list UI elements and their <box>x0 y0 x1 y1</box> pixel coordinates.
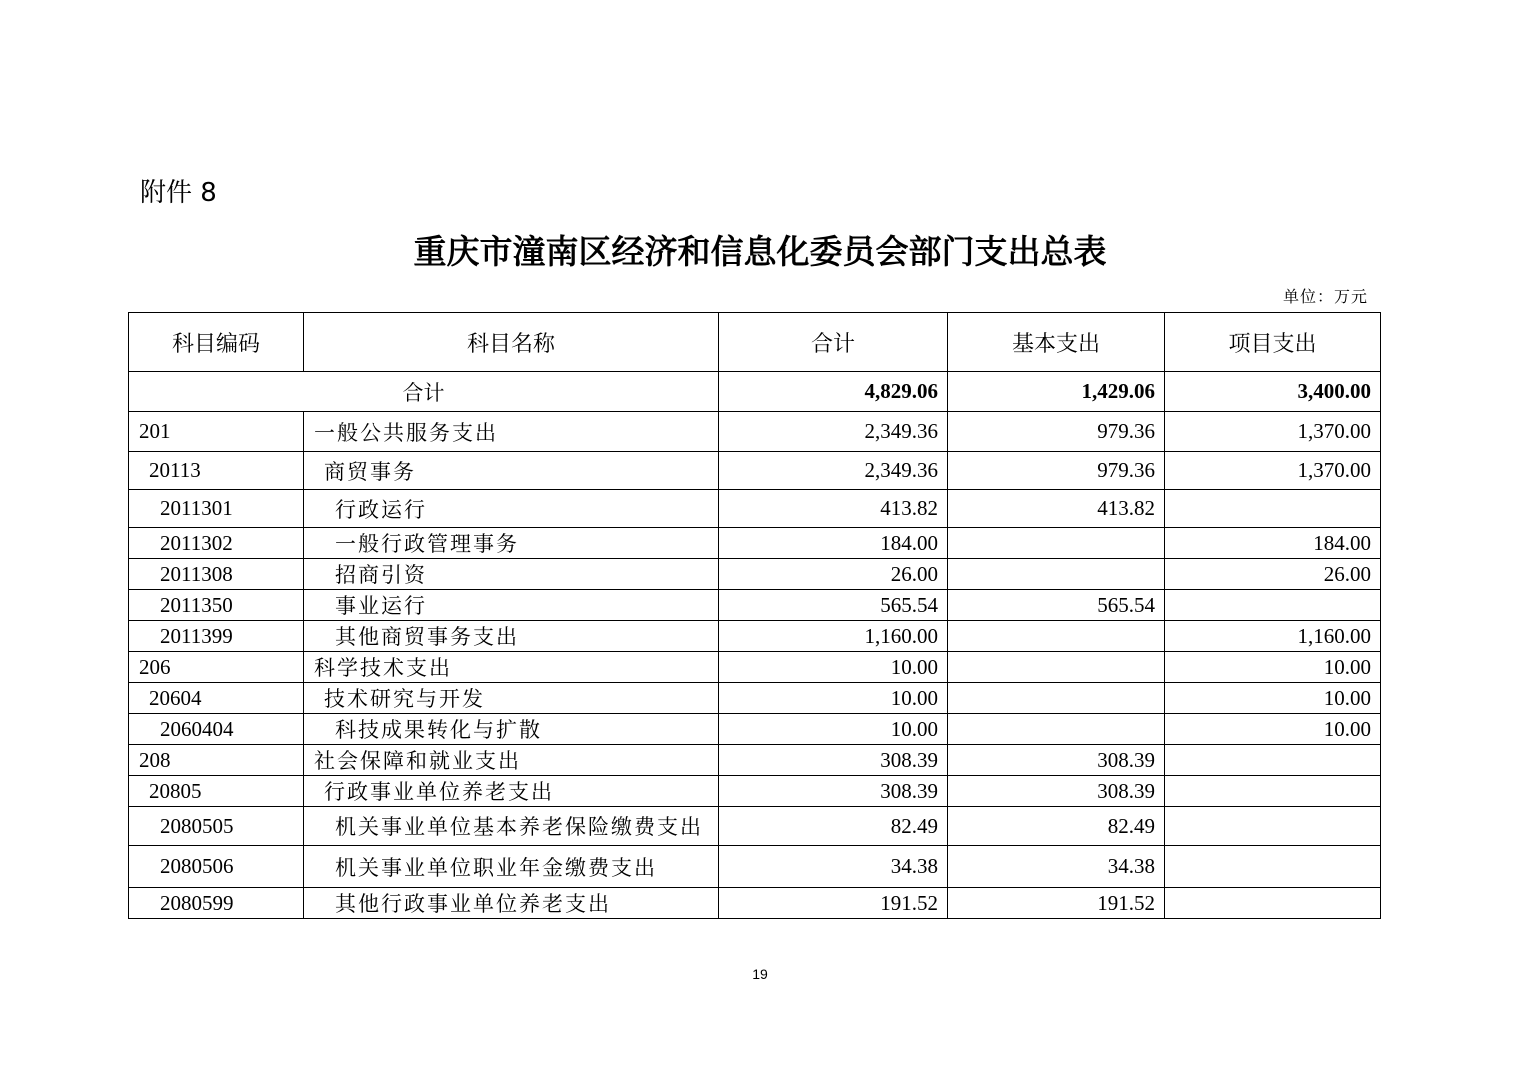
row-basic <box>948 683 1165 714</box>
row-project <box>1165 490 1381 528</box>
row-name: 技术研究与开发 <box>304 683 719 714</box>
row-name: 招商引资 <box>304 559 719 590</box>
row-project <box>1165 807 1381 846</box>
row-total: 34.38 <box>719 846 948 888</box>
row-total: 10.00 <box>719 683 948 714</box>
row-project: 1,160.00 <box>1165 621 1381 652</box>
row-basic: 82.49 <box>948 807 1165 846</box>
table-row <box>129 714 1381 745</box>
table-row <box>129 776 1381 807</box>
attachment-label: 附件 8 <box>140 178 217 208</box>
row-name: 机关事业单位基本养老保险缴费支出 <box>304 807 719 846</box>
row-basic <box>948 714 1165 745</box>
row-name: 事业运行 <box>304 590 719 621</box>
row-code: 20604 <box>129 683 304 714</box>
table-row <box>129 590 1381 621</box>
row-basic <box>948 652 1165 683</box>
table-row <box>129 888 1381 919</box>
row-basic: 979.36 <box>948 452 1165 490</box>
row-name: 一般公共服务支出 <box>304 412 719 452</box>
row-code: 206 <box>129 652 304 683</box>
row-total: 308.39 <box>719 776 948 807</box>
row-code: 2060404 <box>129 714 304 745</box>
row-basic: 308.39 <box>948 745 1165 776</box>
row-total: 2,349.36 <box>719 452 948 490</box>
row-code: 2011302 <box>129 528 304 559</box>
row-name: 行政事业单位养老支出 <box>304 776 719 807</box>
row-code: 20805 <box>129 776 304 807</box>
row-code: 2011350 <box>129 590 304 621</box>
row-code: 2011301 <box>129 490 304 528</box>
unit-label: 单位：万元 <box>1282 287 1368 306</box>
row-total: 10.00 <box>719 714 948 745</box>
expenditure-table <box>128 312 1381 919</box>
total-project: 3,400.00 <box>1165 372 1381 412</box>
row-code: 2011399 <box>129 621 304 652</box>
row-project <box>1165 888 1381 919</box>
row-project <box>1165 745 1381 776</box>
row-total: 413.82 <box>719 490 948 528</box>
row-basic: 34.38 <box>948 846 1165 888</box>
total-label: 合计 <box>129 372 719 412</box>
row-project: 184.00 <box>1165 528 1381 559</box>
row-project: 1,370.00 <box>1165 412 1381 452</box>
row-basic: 565.54 <box>948 590 1165 621</box>
row-basic: 413.82 <box>948 490 1165 528</box>
row-project: 10.00 <box>1165 683 1381 714</box>
row-project: 10.00 <box>1165 652 1381 683</box>
row-total: 565.54 <box>719 590 948 621</box>
total-row <box>129 372 1381 412</box>
table-row <box>129 621 1381 652</box>
row-total: 10.00 <box>719 652 948 683</box>
table-row <box>129 683 1381 714</box>
row-name: 商贸事务 <box>304 452 719 490</box>
table-row <box>129 490 1381 528</box>
row-basic: 191.52 <box>948 888 1165 919</box>
row-project <box>1165 776 1381 807</box>
row-total: 26.00 <box>719 559 948 590</box>
header-total: 合计 <box>719 313 948 372</box>
row-name: 社会保障和就业支出 <box>304 745 719 776</box>
table-row <box>129 652 1381 683</box>
row-code: 2080599 <box>129 888 304 919</box>
header-basic: 基本支出 <box>948 313 1165 372</box>
table-row <box>129 807 1381 846</box>
row-name: 科学技术支出 <box>304 652 719 683</box>
row-total: 184.00 <box>719 528 948 559</box>
table-row <box>129 559 1381 590</box>
row-code: 2011308 <box>129 559 304 590</box>
row-basic: 308.39 <box>948 776 1165 807</box>
row-project: 1,370.00 <box>1165 452 1381 490</box>
table-header-row <box>129 313 1381 372</box>
row-code: 2080506 <box>129 846 304 888</box>
table-row <box>129 412 1381 452</box>
row-basic: 979.36 <box>948 412 1165 452</box>
row-project: 26.00 <box>1165 559 1381 590</box>
row-total: 1,160.00 <box>719 621 948 652</box>
row-code: 2080505 <box>129 807 304 846</box>
row-total: 82.49 <box>719 807 948 846</box>
header-project: 项目支出 <box>1165 313 1381 372</box>
row-code: 208 <box>129 745 304 776</box>
row-basic <box>948 559 1165 590</box>
page-title: 重庆市潼南区经济和信息化委员会部门支出总表 <box>413 232 1107 271</box>
row-basic <box>948 528 1165 559</box>
table-row <box>129 745 1381 776</box>
row-project <box>1165 590 1381 621</box>
header-code: 科目编码 <box>129 313 304 372</box>
header-name: 科目名称 <box>304 313 719 372</box>
row-total: 2,349.36 <box>719 412 948 452</box>
row-project <box>1165 846 1381 888</box>
row-name: 其他行政事业单位养老支出 <box>304 888 719 919</box>
row-name: 科技成果转化与扩散 <box>304 714 719 745</box>
row-name: 其他商贸事务支出 <box>304 621 719 652</box>
row-project: 10.00 <box>1165 714 1381 745</box>
row-total: 308.39 <box>719 745 948 776</box>
row-name: 行政运行 <box>304 490 719 528</box>
row-code: 20113 <box>129 452 304 490</box>
row-name: 机关事业单位职业年金缴费支出 <box>304 846 719 888</box>
row-basic <box>948 621 1165 652</box>
row-name: 一般行政管理事务 <box>304 528 719 559</box>
total-basic: 1,429.06 <box>948 372 1165 412</box>
table-row <box>129 846 1381 888</box>
row-code: 201 <box>129 412 304 452</box>
total-sum: 4,829.06 <box>719 372 948 412</box>
table-row <box>129 452 1381 490</box>
page-number: 19 <box>752 966 768 982</box>
table-row <box>129 528 1381 559</box>
row-total: 191.52 <box>719 888 948 919</box>
